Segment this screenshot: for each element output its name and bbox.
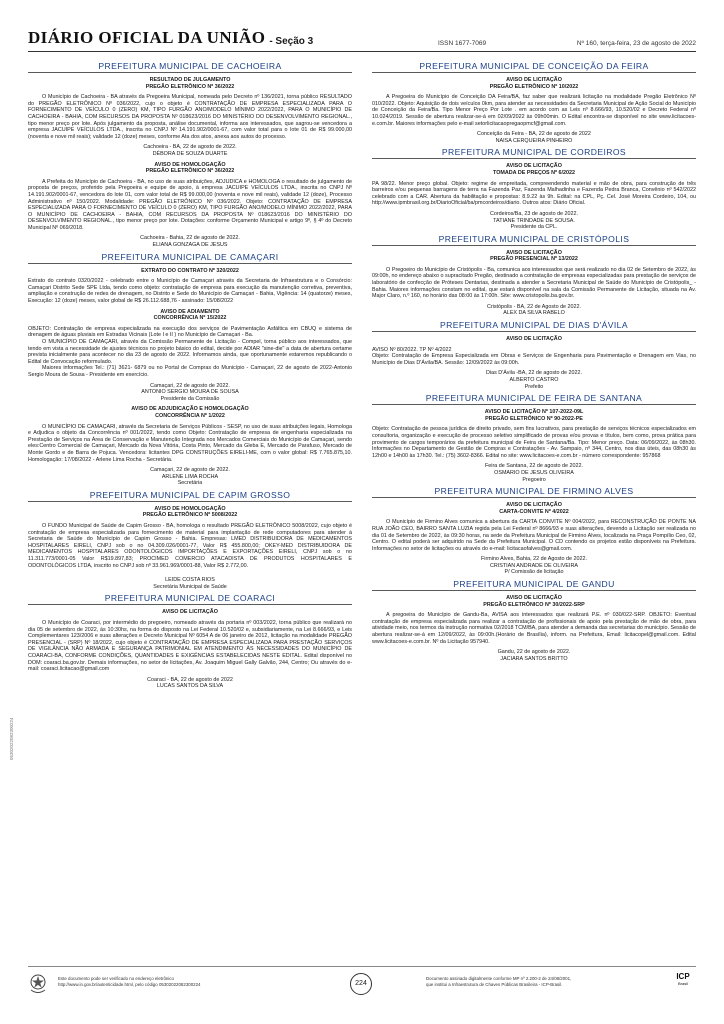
- org-title: PREFEITURA MUNICIPAL DE CRISTÓPOLIS: [372, 234, 696, 246]
- notice-subtitle: CONCORRÊNCIA Nº 15/2022: [153, 315, 227, 322]
- signature-name: ANTONIO SERGIO MOURA DE SOUSA: [141, 389, 239, 396]
- org-title: PREFEITURA MUNICIPAL DE DIAS D'ÁVILA: [372, 320, 696, 332]
- notice-subtitle: PREGÃO ELETRÔNICO Nº 36/2022: [145, 83, 235, 90]
- notice-body: A pregoeira do Município de Gandu-Ba, AVISA aos interessados que realizará P.E. nº 030/022-SRP. OBJETO: Eventual contratação de empresa especializada para realizar a contratação de profissionais de apoio pela prestação de mão de obra, para atividade meio, nos termos da instrução normativa 02/2018 TCM/BA, para atender a demanda das secretarias do município. Sessão de abertura realizar-se-á em 12/09/2022, às 09:00h.(Horário de Brasília), inform. na Prefeitura, Email: licitacopel@gmail.com. Edital www.licitacoes-e.com.br. Nº da Licitação 957940.: [372, 612, 696, 645]
- notice-gandu: [372, 579, 696, 662]
- footer-left-line2: http://www.in.gov.br/autenticidade.html, pelo código 05302022082300224: [58, 981, 201, 987]
- notice-body: Maiores informações Tel.: (71) 3621- 6879 ou no Portal de Compras do Município - Camaçari, 22 de agosto de 2022-Antonio Sergio Moura de Sousa - Presidente em exercício.: [28, 365, 352, 378]
- notice-title: RESULTADO DE JULGAMENTO: [149, 77, 231, 83]
- signature-date: Cachoeira - Bahia, 22 de agosto de 2022.: [140, 235, 240, 242]
- notice-firmino-alves: [372, 486, 696, 576]
- signature-date: Conceição da Feira - BA, 22 de agosto de 2022: [477, 131, 591, 138]
- notice-title: AVISO DE ADJUDICAÇÃO E HOMOLOGAÇÃO: [131, 406, 249, 413]
- signature-date: Camaçari, 22 de agosto de 2022.: [150, 382, 230, 389]
- notice-title: AVISO DE LICITAÇÃO: [506, 336, 562, 343]
- notice-dias-davila: [372, 320, 696, 390]
- notice-subtitle: TOMADA DE PREÇOS Nº 6/2022: [493, 169, 575, 176]
- notice-body: PA 98/22. Menor preço global. Objeto: regime de empreitada, compreendendo material e mão de obra, para construção de três barreiros e/ou pequenas barragens de terra na Fazenda Paz, Fazenda Malhadinha e Fazenda Pedra Branca, Convênio nº 542/2022 celebrado com a CAR. Abertura da habilitação e propostas: 8.9.22 às 9h. Edital: na CPL, Pç. Cel. José Moreira Cordeiro, 104, ou http://www.ipmbrasil.org.br/DiarioOficial/ba/pmcordeiros/diario. Outros atos: Diário Oficial.: [372, 180, 696, 207]
- signature-role: Prefeito: [524, 383, 544, 390]
- notice-body: OBJETO: Contratação de empresa especializada na execução dos serviços de Pavimentação Asfáltica em CBUQ e sistema de drenagem de águas pluviais em Estradas Vicinais (Lote I e II ) no Município de Camaçari - Ba.: [28, 325, 352, 339]
- signature-name: ALBERTO CASTRO: [509, 377, 559, 383]
- notice-body: O Município de Coaraci, por intermédio do pregoeiro, nomeado através da portaria nº 003/2022, torna público que realizará no dia 05 de setembro de 2022, às 10:30hs, na forma do disposto na Lei Federal 10.520/02 e, subsidiariamente, na Lei 8.666/93, e Leis Complementares 123/2006 e suas alterações e Decreto Municipal Nº 6054 A de 06 janeiro de 2012, licitação na modalidade PREGÃO PRESENCIAL - (SRP) Nº 18/2022, cujo objeto é CONTRATAÇÃO DE EMPRESA ESPECIALIZADA PARA PRESTAÇÃO SERVIÇOS DE VIGILÂNCIA NÃO ARMADA E SEGURANÇA PATRIMONIAL EM ATENDIMENTO ÀS NECESSIDADES DO MUNICÍPIO DE COARACI-BA, CONFORME CONDIÇÕES, QUANTIDADES E EXIGÊNCIAS ESTABELECIDAS NESTE EDITAL. Edital disponível no DOM: coaraci.ba.gov.br. Demais informações, no setor de licitações, Av. Joaquim Miguel Gally Galvão, 244, Centro; Ou através do e-mail: coaraci.licitacao@gmail.com: [28, 620, 352, 673]
- org-title: PREFEITURA MUNICIPAL DE CONCEIÇÃO DA FEIRA: [372, 61, 696, 73]
- right-column: [372, 58, 696, 948]
- notice-subtitle: PREGÃO PRESENCIAL Nº 13/2022: [490, 256, 578, 263]
- notice-title: AVISO DE LICITAÇÃO Nº 107-2022-09L: [484, 409, 584, 416]
- signature-date: Coaraci - BA, 22 de agosto de 2022: [147, 676, 233, 683]
- icp-brasil-logo: [670, 972, 696, 998]
- notice-title: AVISO DE LICITAÇÃO: [506, 249, 562, 256]
- signature-name: DÉBORA DE SOUZA DUARTE: [152, 150, 228, 157]
- notice-title: AVISO DE HOMOLOGAÇÃO: [154, 505, 226, 512]
- footer-right-line2: que institui a Infraestrutura de Chaves Públicas Brasileira - ICP-Brasil.: [426, 981, 563, 987]
- signature-role: Presidente da CPL.: [510, 224, 558, 231]
- signature-date: Cachoeira - BA, 22 de agosto de 2022.: [143, 144, 237, 151]
- notice-feira-de-santana: [372, 393, 696, 483]
- notice-title: AVISO DE HOMOLOGAÇÃO: [154, 161, 226, 168]
- notice-cordeiros: [372, 147, 696, 230]
- notice-subtitle: PREGÃO ELETRÔNICO Nº 36/2022: [145, 168, 235, 175]
- notice-coaraci: [28, 593, 352, 690]
- signature-role: Secretária: [177, 480, 203, 487]
- org-title: PREFEITURA MUNICIPAL DE GANDU: [372, 579, 696, 591]
- signature-name: ELIANA GONZAGA DE JESUS: [152, 242, 228, 249]
- notice-subtitle: PREGÃO ELETRÔNICO Nº 30/2022-SRP: [483, 601, 585, 608]
- edition-date: Nº 160, terça-feira, 23 de agosto de 2022: [576, 40, 696, 47]
- icp-logo-subtext: Brasil: [677, 981, 688, 986]
- icp-logo-text: ICP: [676, 972, 690, 981]
- notice-body: O MUNICÍPIO DE CAMAÇARI, através da Secretaria de Serviços Públicos - SESP, no uso de suas atribuições legais, Homologa e Adjudica o objeto da Concorrência nº 001/2022, tendo como Objeto: Contratação de empresa de engenharia especializada na Prestação de Serviços na Área de Conservação e Manutenção Integrada nos Mercados Comerciais do Município de Camaçari, sendo eles:Centro Comercial de Camaçari, Mercado da Nova Vitória, Costa Pinto, Mercado da Gleba E, Mercado de Parafuso, Mercado de Monte Gordo e de Barra de Pojuca. Vencedora: licitantes DPG CONSTRUÇÕES EIRELI-ME, com o valor global: R$ 7.765.875,10. Homologação: 17/08/2022 - Arlene Lima Rocha - Secretária.: [28, 423, 352, 463]
- page-number: 224: [350, 973, 372, 995]
- org-title: PREFEITURA MUNICIPAL DE CACHOEIRA: [28, 61, 352, 73]
- org-title: PREFEITURA MUNICIPAL DE COARACI: [28, 593, 352, 605]
- notice-title: AVISO DE LICITAÇÃO: [506, 163, 562, 170]
- notice-subtitle: PREGÃO ELETRÔNICO Nº 5008/2022: [142, 512, 238, 519]
- signature-name: NAISA CERQUEIRA PINHEIRO: [495, 137, 573, 144]
- notice-cachoeira: [28, 61, 352, 249]
- footer-left-line1: Este documento pode ser verificado no endereço eletrônico: [58, 976, 174, 981]
- org-title: PREFEITURA MUNICIPAL DE FEIRA DE SANTANA: [372, 393, 696, 405]
- notice-subtitle: CARTA-CONVITE Nº 4/2022: [499, 508, 569, 515]
- signature-role: Presidente da Comissão: [160, 395, 220, 402]
- notice-title: AVISO DE LICITAÇÃO: [506, 77, 562, 83]
- page-footer: [28, 966, 696, 1006]
- coat-of-arms-icon: [28, 973, 48, 995]
- org-title: PREFEITURA MUNICIPAL DE FIRMINO ALVES: [372, 486, 696, 498]
- left-column: [28, 58, 352, 948]
- notice-body: AVISO Nº 80/2022. TP Nº 4/2022: [372, 346, 452, 353]
- signature-name: JACIARA SANTOS BRITTO: [500, 655, 568, 662]
- signature-date: Dias D'Ávila -BA, 22 de agosto de 2022.: [485, 370, 583, 377]
- signature-role: P/ Comissão de licitação: [504, 569, 564, 576]
- signature-date: Cordeiros/Ba, 23 de agosto de 2022.: [489, 210, 579, 217]
- page-header: [28, 30, 696, 52]
- org-title: PREFEITURA MUNICIPAL DE CAPIM GROSSO: [28, 490, 352, 502]
- notice-cristopolis: [372, 234, 696, 317]
- notice-title: AVISO DE LICITAÇÃO: [506, 595, 562, 602]
- footer-right-line1: Documento assinado digitalmente conforme MP nº 2.200-2 de 24/08/2001,: [426, 976, 572, 981]
- signature-date: Firmino Alves, Bahia, 22 de Agosto de 2022.: [480, 556, 588, 563]
- notice-capim-grosso: [28, 490, 352, 591]
- notice-subtitle: PREGÃO ELETRÔNICO Nº 10/2022: [489, 83, 579, 90]
- notice-title: AVISO DE LICITAÇÃO: [506, 502, 562, 509]
- notice-body: O Município de Firmino Alves comunica a abertura da CARTA CONVITE Nº 004/2022, para RECONSTRUÇÃO DE PONTE NA RUA JOÃO CEO, BAIRRO SANTA LUZIA regida pela Lei Federal nº 8666/93 e suas alterações, devendo a Licitação ser realizada no dia 01 de Setembro de 2022, às 09:30 horas, na sede da Prefeitura Municipal de Firmino Alves, localizada na Praça Pompílio Ceo, 02, Centro. O edital poderá ser adquirido na Sede da Prefeitura Municipal. O CD contendo os projetos estão disponíveis na Prefeitura. Informações no setor de licitações ou através do e-mail: licitacaofalves@gmail.com.: [372, 519, 696, 552]
- notice-conceicao-da-feira: [372, 61, 696, 144]
- signature-name: LUCAS SANTOS DA SILVA: [156, 683, 224, 690]
- notice-body: Extrato do contrato 0320/2022 - celebrado entre o Município de Camaçari através da Secretaria de Infraestrutura e o Consórcio: Camaçari Distrito Sede SPE Ltda, tendo como objeto: contratação de empresa para execução da manutenção corretiva, preventiva, ampliação e construção de redes de drenagem, no Distrito e Sede do Município de Camaçari - Bahia, Vigência: 14 (quatorze) meses, Execução: 12 (doze) meses, valor global de R$ 26.112.688,76 - assinado: 15/08/2022: [28, 278, 352, 305]
- org-title: PREFEITURA MUNICIPAL DE CORDEIROS: [372, 147, 696, 159]
- side-verification-code: 05302022082300224: [9, 717, 14, 760]
- issn-label: ISSN 1677-7069: [438, 40, 487, 47]
- notice-body: A Prefeita do Município de Cachoeira - BA, no uso de suas atribuições, ADJUDICA e HOMOLOGA o resultado de julgamento de proposta de preços, proferido pela Pregoeira e equipe de apoio, à empresa JACUIPE VEÍCULOS LTDA., inscrita no CNPJ Nº 14.191.902/0001-67, vencedora do lote 01, com valor total de R$ 99.000,00 (noventa e nove mil reais), validade 12 (doze), Processo Administrativo nº 150/2022. Modalidade: PREGÃO ELETRÔNICO Nº 036/2022. Objeto: CONTRATAÇÃO DE EMPRESA ESPECIALIZADA PARA O FORNECIMENTO DE VEÍCULO 0 (ZERO) KM, TIPO FURGÃO ANO/MODELO MÍNIMO 2022/2022, PARA O MUNICÍPIO DE CACHOEIRA - BAHIA, COM RECURSOS DA PROPOSTA Nº 018623/2016 DO MINISTÉRIO DO DESENVOLVIMENTO REGIONAL., tipo menor preço por lote. Dotações: conforme Orçamento Municipal e artigo 9º, § 4º do Decreto Municipal Nº 069/2018.: [28, 178, 352, 231]
- signature-name: LEIDE COSTA RIOS: [165, 577, 215, 584]
- signature-name: CRISTIAN ANDRADE DE OLIVEIRA: [489, 562, 579, 569]
- notice-camacari: [28, 252, 352, 487]
- signature-date: Camaçari, 22 de agosto de 2022.: [150, 467, 230, 474]
- signature-date: Feira de Santana, 22 de agosto de 2022.: [484, 463, 583, 470]
- notice-body: O FUNDO Municipal de Saúde de Capim Grosso - BA, homologa o resultado PREGÃO ELETRÔNICO 5008/2022, cujo objeto é contratação de empresa especializada para fornecimento de material para implantação de rede computadores para atender à Secretaria de Saúde do Município de Capim Grosso - Bahia. Empresas: LMED DISTRIBUIDORA DE MEDICAMENTOS HOSPITALARES EIRELI, CNPJ sob o no 04.309.026/0001-77, Valor R$ 455.800,00; OKEY-MED DISTRIBUIDORA DE MEDICAMENTOS HOSPITALARES ODONTOLÓGICOS IMPORTAÇÕES E EXPORTAÇÕES EIRELI, CNPJ sob o no 11.311.773/0001-05 Valor R$19.897,83; PROCIMED COMERCIO ATACADISTA DE PRODUTOS HOSPITALARES E ODONTOLÓGICOS LTDA, inscrito no CNPJ sob nº 33.961.969/0001-88, Valor R$ 2.772,00.: [28, 523, 352, 569]
- signature-role: Secretária Municipal de Saúde: [153, 583, 227, 590]
- signature-name: ALEX DA SILVA RABELO: [503, 310, 565, 317]
- signature-name: OSMARIO DE JESUS OLIVEIRA: [494, 469, 574, 476]
- section-label: - Seção 3: [269, 36, 314, 47]
- notice-title: AVISO DE LICITAÇÃO: [162, 609, 218, 616]
- notice-body: O MUNICÍPIO DE CAMAÇARI, através da Comissão Permanente de Licitação - Compel, torna público aos interessados, que tendo em vista a necessidade de ajustes técnicos no projeto básico do edital, decide por ADIAR "sine-die" a data de abertura certame prevista inicialmente para acontecer no dia 23 de agosto de 2022. Informamos ainda, que oportunamente estaremos republicando o Edital de Convocação reformulado.: [28, 339, 352, 365]
- footer-signature-text: [426, 976, 666, 987]
- signature-date: Gandu, 22 de agosto de 2022.: [497, 649, 571, 656]
- notice-title: AVISO DE ADIAMENTO: [160, 308, 220, 315]
- masthead-title: DIÁRIO OFICIAL DA UNIÃO: [28, 28, 266, 47]
- notice-body: A Pregoeira do Município de Conceição DA Feira/BA, faz saber que realizará licitação na modalidade Pregão Eletrônico Nº 010/2022. Objeto: Aquisição de dois veículos 0km, para atender as necessidades da Secretaria Municipal de Ação Social do Município de Conceição da Feira/Ba. Tipo Menor Preço Por Lote . em acordo com as Leis nº 8.666/93, 10.520/02 e Decreto Federal nº 10.024/2019. Sessão de abertura realizar-se-á em 02/09/2022 às 09h00min. O Edital encontra-se disponível no site www.licitacoes-e.com.br. Maiores informações pelo e-mail setorlicitacaopregaopmcf@gmail.com.: [372, 94, 696, 127]
- notice-body: Objeto: Contratação de pessoa jurídica de direito privado, sem fins lucrativos, para prestação de serviços técnicos especializados em consultoria, organização e execução de processo seletivo simplificado de provas e/ou provas e títulos, bem como, prova prática para provimento de cargos temporários da prefeitura municipal de Feira de Santana/Ba. Tipo: Menor preço. Data: 06/09/2022, às 08h30. Informações no Departamento de Gestão de Compras e Contratações - Av. Sampaio, nº 344, Centro, nos dias úteis, das 08h30 às 12h00 e 14h00 às 17h30. Tel.: (75) 3602-8366. Edital no site: www.licitacoes-e.com.br - número correspondente: 957868: [372, 426, 696, 459]
- notice-body: O Município de Cachoeira - BA através da Pregoeira Municipal, nomeada pelo Decreto nº 136/2021, torna público RESULTADO do PREGÃO ELETRÔNICO Nº 036/2022, cujo o objeto é CONTRATAÇÃO DE EMPRESA ESPECIALIZADA PARA O FORNECIMENTO DE VEÍCULO 0 (ZERO) KM, TIPO FURGÃO ANO/MODELO MÍNIMO 2022/2022, PARA O MUNICÍPIO DE CACHOEIRA - BAHIA, COM RECURSOS DA PROPOSTA Nº 018623/2016 DO MINISTÉRIO DO DESENVOLVIMENTO REGIONAL., tipo menor preço por lote. Após julgamento da proposta, análise documental, informa aos interessados, que sagrou-se vencedora a empresa JACUIPE VEÍCULOS LTDA., inscrita no CNPJ Nº 14.191.902/0001-67, com valor total para o lote 01 de R$ 99.000,00 (noventa e nove mil reais); validade 12 (doze) meses, conforme Ata dos atos, anexa aos autos do processo.: [28, 94, 352, 140]
- notice-body: O Pregoeiro do Município de Cristópolis - Ba, comunica aos interessados que será realizado no dia 02 de Setembro de 2022, às 09:00h, no endereço abaixo o supracitado Pregão, destinado a contratação de empresas especializadas para prestação de serviços de laboratório de confecção de Próteses Dentarias, destinada a atender a Secretaria Municipal de Saúde do Município de Cristópolis_ - Bahia. Maiores informações constam no edital, que estará disponível na sala da Comissão Permanente de Licitação, situada na Av. Major Claro, n.º 160, no horário das 08:00 às 17:00h. Site: www.cristopolis.ba.gov.br.: [372, 266, 696, 300]
- signature-date: Cristópolis - BA, 22 de Agosto de 2022.: [486, 303, 582, 310]
- notice-body: Objeto: Contratação de Empresa Especializada em Obras e Serviços de Engenharia para Pavimentação e Drenagem em Vias, no Município de Dias D'Ávila/BA. Sessão: 12/09/2022 às 09:00h.: [372, 353, 696, 366]
- signature-name: ARLENE LIMA ROCHA: [161, 473, 219, 480]
- notice-subtitle: CONCORRÊNCIA Nº 1/2022: [155, 412, 225, 419]
- notice-subtitle: PREGÃO ELETRÔNICO Nº 90-2022-PE: [485, 415, 583, 422]
- org-title: PREFEITURA MUNICIPAL DE CAMAÇARI: [28, 252, 352, 264]
- signature-role: Pregoeiro: [522, 476, 546, 483]
- notice-title: EXTRATO DO CONTRATO Nº 320/2022: [141, 267, 239, 274]
- signature-name: TATIANE TRINDADE DE SOUSA.: [493, 217, 575, 224]
- footer-verification-text: [58, 976, 298, 987]
